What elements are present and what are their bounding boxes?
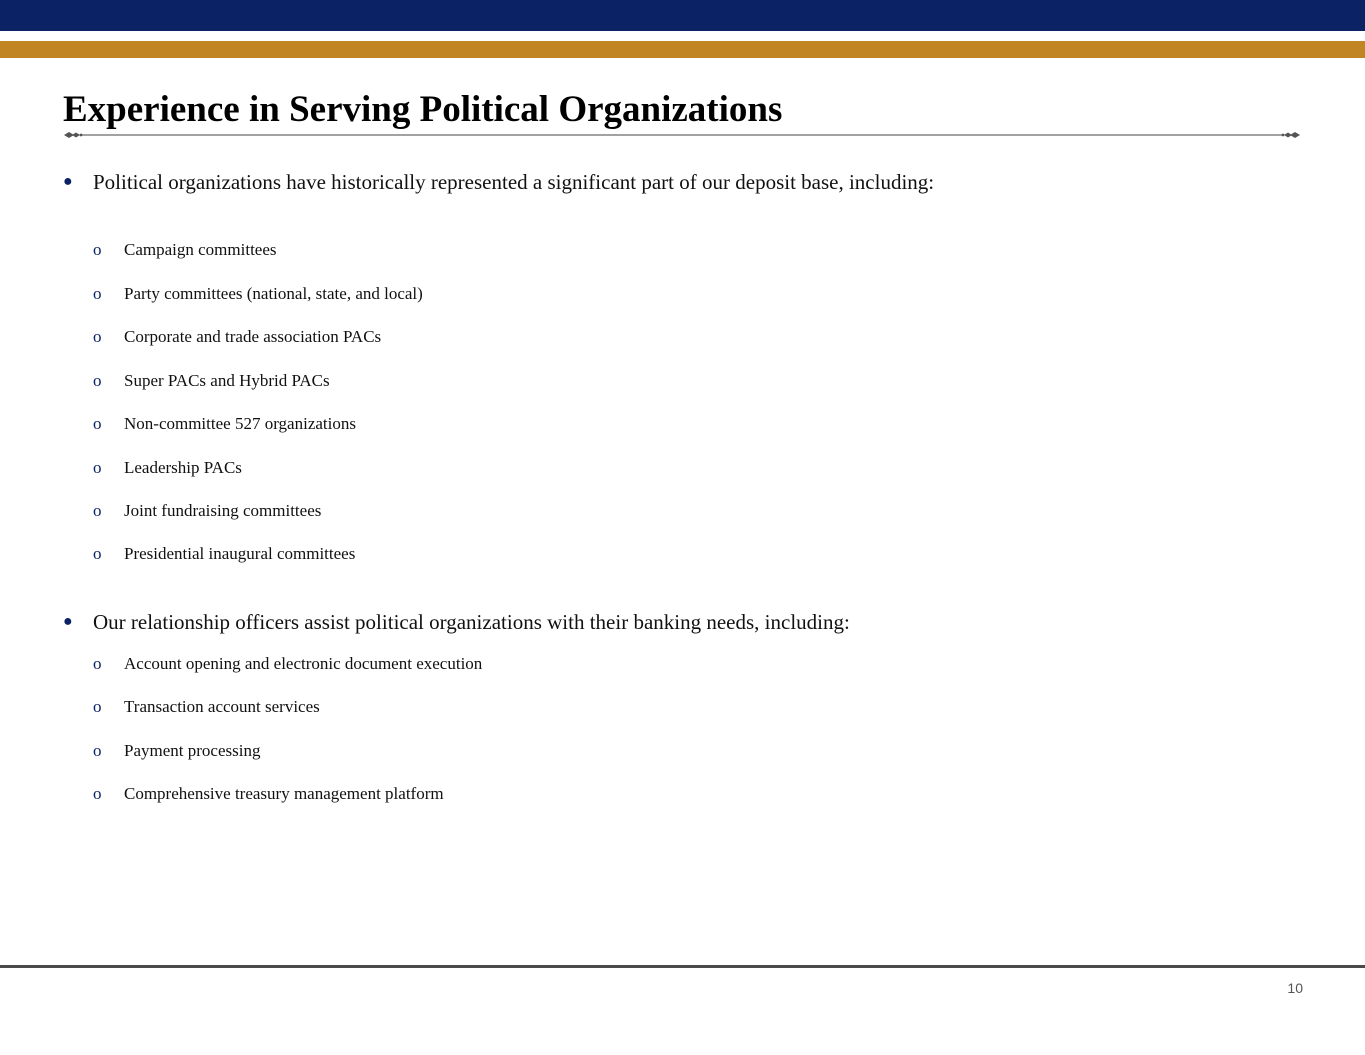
- header-gold-band: [0, 41, 1365, 58]
- page-title: Experience in Serving Political Organizations: [63, 89, 783, 130]
- sub-bullet-icon: o: [93, 544, 102, 563]
- sub-bullet-icon: o: [93, 458, 102, 477]
- sub-bullet-icon: o: [93, 284, 102, 303]
- footer-divider: [0, 965, 1365, 968]
- header-navy-band: [0, 0, 1365, 31]
- sub-bullet-icon: o: [93, 371, 102, 390]
- right-ornament-icon: [1282, 132, 1300, 138]
- title-divider: [62, 128, 1302, 142]
- sub-bullet-icon: o: [93, 414, 102, 433]
- sub-bullet-icon: o: [93, 327, 102, 346]
- left-ornament-icon: [64, 132, 82, 138]
- sub-bullet-icon: o: [93, 741, 102, 760]
- bullet-icon: ●: [63, 613, 73, 630]
- bullet-text: Our relationship officers assist political organizations with their banking needs, including:: [93, 610, 850, 634]
- page-number: 10: [1287, 980, 1303, 996]
- sub-bullet-icon: o: [93, 501, 102, 520]
- bullet-text: Political organizations have historically represented a significant part of our deposit base, including:: [93, 170, 935, 194]
- sub-bullet-icon: o: [93, 654, 102, 673]
- sub-bullet-icon: o: [93, 240, 102, 259]
- bullet-icon: ●: [63, 173, 73, 190]
- sub-bullet-icon: o: [93, 784, 102, 803]
- sub-bullet-icon: o: [93, 697, 102, 716]
